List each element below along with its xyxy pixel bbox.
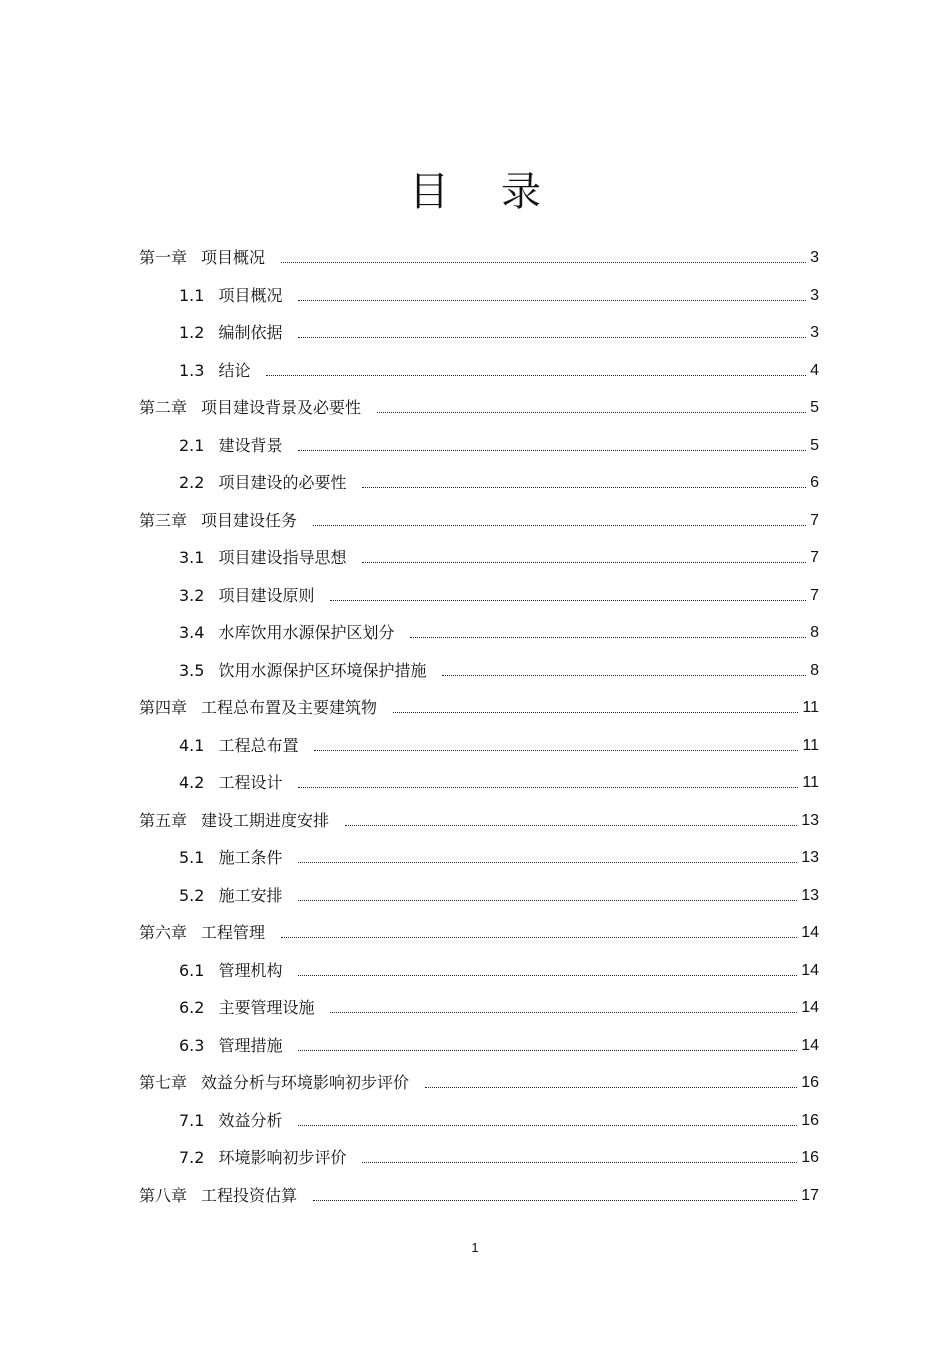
- toc-entry[interactable]: [179, 540, 819, 568]
- toc-dot-leader: [266, 375, 806, 376]
- toc-entry[interactable]: [179, 315, 819, 343]
- toc-dot-leader: [298, 1050, 797, 1051]
- toc-entry[interactable]: [139, 1178, 819, 1206]
- toc-dot-leader: [313, 1200, 797, 1201]
- page-title: [0, 160, 950, 217]
- toc-entry[interactable]: [139, 240, 819, 268]
- toc-entry-title: 工程设计: [218, 773, 283, 792]
- toc-entry-number: 4.2: [179, 773, 205, 792]
- toc-entry[interactable]: [179, 615, 819, 643]
- toc-entry[interactable]: [139, 390, 819, 418]
- toc-entry[interactable]: [179, 1140, 819, 1168]
- page-number: 1: [471, 1240, 479, 1255]
- toc-dot-leader: [410, 637, 806, 638]
- toc-entry-number: 2.1: [179, 435, 205, 455]
- toc-entry[interactable]: [179, 878, 819, 906]
- toc-entry-number: 第五章: [139, 810, 188, 830]
- toc-entry-number: 5.1: [179, 848, 205, 867]
- toc-entry-page: 16: [801, 1149, 819, 1166]
- toc-dot-leader: [377, 412, 806, 413]
- toc-entry-title: 饮用水源保护区环境保护措施: [218, 660, 427, 680]
- toc-entry-title: 项目建设原则: [218, 585, 315, 605]
- toc-entry-page: 3: [810, 249, 819, 266]
- toc-entry-number: 第六章: [139, 923, 188, 942]
- toc-entry-title: 工程管理: [201, 923, 266, 942]
- toc-dot-leader: [298, 900, 797, 901]
- toc-entry-number: 第四章: [139, 698, 188, 717]
- toc-entry-page: 14: [801, 999, 819, 1016]
- toc-entry-title: 工程总布置: [218, 735, 299, 755]
- toc-entry-title: 结论: [218, 360, 251, 380]
- toc-entry-page: 11: [802, 736, 819, 754]
- toc-entry-page: 16: [801, 1111, 819, 1129]
- toc-entry-title: 编制依据: [218, 323, 283, 342]
- toc-entry-number: 2.2: [179, 473, 205, 492]
- toc-entry-page: 13: [801, 849, 819, 866]
- toc-dot-leader: [281, 262, 806, 263]
- toc-entry-number: 第七章: [139, 1073, 188, 1092]
- toc-entry-page: 11: [802, 774, 819, 791]
- toc-entry-title: 主要管理设施: [218, 998, 315, 1017]
- toc-entry[interactable]: [179, 578, 819, 606]
- toc-dot-leader: [425, 1087, 797, 1088]
- toc-entry[interactable]: [179, 428, 819, 456]
- toc-entry-title: 项目建设任务: [201, 510, 298, 530]
- toc-entry-page: 8: [810, 624, 819, 641]
- toc-entry-page: 5: [810, 399, 819, 416]
- toc-entry-title: 管理机构: [218, 960, 283, 980]
- toc-dot-leader: [442, 675, 806, 676]
- toc-entry-page: 3: [810, 286, 819, 304]
- toc-entry-page: 14: [801, 1036, 819, 1054]
- toc-entry-page: 7: [810, 586, 819, 604]
- toc-entry-page: 7: [810, 549, 819, 566]
- toc-entry[interactable]: [179, 353, 819, 381]
- toc-entry-title: 管理措施: [218, 1035, 283, 1055]
- toc-entry-title: 项目概况: [218, 285, 283, 305]
- toc-entry-title: 工程总布置及主要建筑物: [201, 698, 378, 717]
- toc-entry-title: 项目建设指导思想: [218, 548, 347, 567]
- toc-entry-title: 项目建设的必要性: [218, 473, 347, 492]
- toc-entry-number: 第一章: [139, 248, 188, 267]
- toc-entry[interactable]: [139, 915, 819, 943]
- toc-entry-number: 6.2: [179, 998, 205, 1017]
- toc-entry-number: 7.2: [179, 1148, 205, 1167]
- toc-dot-leader: [345, 825, 797, 826]
- toc-dot-leader: [362, 562, 806, 563]
- toc-entry[interactable]: [139, 503, 819, 531]
- toc-entry-number: 3.5: [179, 660, 205, 680]
- toc-dot-leader: [298, 787, 798, 788]
- toc-entry[interactable]: [179, 990, 819, 1018]
- title-char: 录: [501, 169, 541, 215]
- toc-entry-page: 14: [801, 924, 819, 941]
- toc-entry[interactable]: [179, 765, 819, 793]
- toc-entry-title: 施工安排: [218, 885, 283, 905]
- toc-dot-leader: [362, 487, 806, 488]
- toc-entry-page: 3: [810, 324, 819, 341]
- toc-dot-leader: [281, 937, 797, 938]
- toc-entry-number: 3.2: [179, 585, 205, 605]
- toc-dot-leader: [298, 300, 806, 301]
- toc-entry-number: 4.1: [179, 735, 205, 755]
- toc-entry-page: 13: [801, 811, 819, 829]
- toc-entry-title: 效益分析与环境影响初步评价: [201, 1073, 410, 1092]
- toc-dot-leader: [314, 750, 798, 751]
- toc-entry-page: 11: [802, 699, 819, 716]
- toc-dot-leader: [298, 1125, 797, 1126]
- toc-entry-page: 4: [810, 361, 819, 379]
- toc-dot-leader: [362, 1162, 797, 1163]
- toc-entry-title: 建设工期进度安排: [201, 810, 330, 830]
- toc-entry-page: 5: [810, 436, 819, 454]
- toc-entry[interactable]: [179, 840, 819, 868]
- toc-dot-leader: [330, 1012, 797, 1013]
- toc-dot-leader: [298, 337, 806, 338]
- toc-entry[interactable]: [179, 465, 819, 493]
- toc-entry-number: 第三章: [139, 510, 188, 530]
- toc-entry[interactable]: [139, 803, 819, 831]
- toc-entry[interactable]: [139, 690, 819, 718]
- toc-entry-page: 17: [801, 1186, 819, 1204]
- toc-entry-title: 建设背景: [218, 435, 283, 455]
- title-char: 目: [409, 169, 449, 215]
- toc-entry-title: 项目建设背景及必要性: [201, 398, 362, 417]
- toc-dot-leader: [393, 712, 798, 713]
- toc-entry-number: 1.2: [179, 323, 205, 342]
- toc-entry-title: 环境影响初步评价: [218, 1148, 347, 1167]
- toc-entry-number: 3.1: [179, 548, 205, 567]
- toc-dot-leader: [313, 525, 806, 526]
- toc-entry-title: 施工条件: [218, 848, 283, 867]
- toc-entry[interactable]: [179, 278, 819, 306]
- toc-entry-page: 6: [810, 474, 819, 491]
- toc-entry-page: 8: [810, 661, 819, 679]
- toc-entry-number: 1.1: [179, 285, 205, 305]
- toc-entry-number: 3.4: [179, 623, 205, 642]
- toc-entry-number: 6.3: [179, 1035, 205, 1055]
- toc-dot-leader: [330, 600, 806, 601]
- toc-entry[interactable]: [139, 1065, 819, 1093]
- toc-dot-leader: [298, 450, 806, 451]
- toc-entry-title: 水库饮用水源保护区划分: [218, 623, 395, 642]
- toc-entry-number: 7.1: [179, 1110, 205, 1130]
- toc-entry-number: 6.1: [179, 960, 205, 980]
- toc-entry-page: 7: [810, 511, 819, 529]
- toc-entry[interactable]: [179, 728, 819, 756]
- toc-entry-page: 14: [801, 961, 819, 979]
- toc-dot-leader: [298, 975, 797, 976]
- toc-entry[interactable]: [179, 1028, 819, 1056]
- toc-entry-number: 1.3: [179, 360, 205, 380]
- toc-entry-title: 工程投资估算: [201, 1185, 298, 1205]
- toc-entry-title: 项目概况: [201, 248, 266, 267]
- toc-entry-title: 效益分析: [218, 1110, 283, 1130]
- toc-entry-page: 16: [801, 1074, 819, 1091]
- toc-entry[interactable]: [179, 953, 819, 981]
- toc-entry-number: 第二章: [139, 398, 188, 417]
- toc-entry-number: 5.2: [179, 885, 205, 905]
- toc-dot-leader: [298, 862, 797, 863]
- toc-entry[interactable]: [179, 1103, 819, 1131]
- toc-entry-number: 第八章: [139, 1185, 188, 1205]
- toc-entry[interactable]: [179, 653, 819, 681]
- toc-entry-page: 13: [801, 886, 819, 904]
